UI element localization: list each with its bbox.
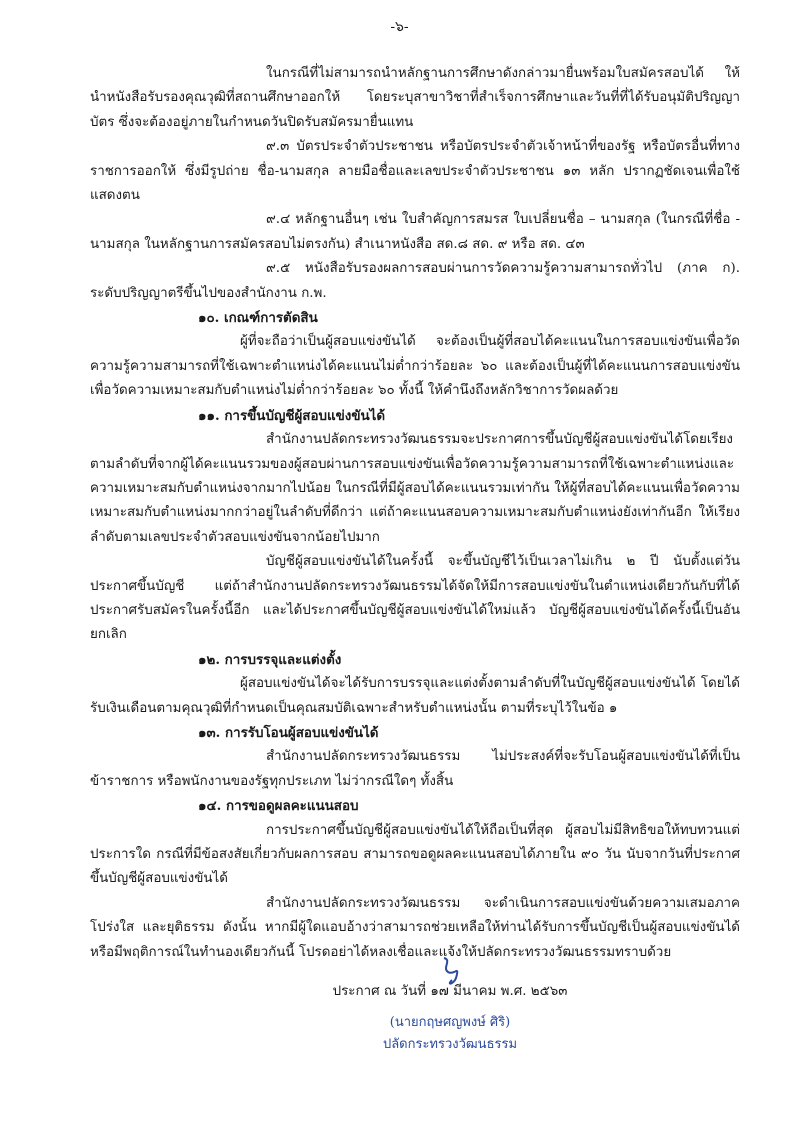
paragraph: การประกาศขึ้นบัญชีผู้สอบแข่งขันได้ให้ถือเป็นที่สุด ผู้สอบไม่มีสิทธิขอให้ทบทวนแต่ประการใด กรณีที่มีข้อสงสัยเกี่ยวกับผลการสอบ สามารถขอดูผลคะแนนสอบได้ภายใน ๙๐ วัน นับจากวันที่ประกาศขึ้นบัญชีผู้สอบแข่งขันได้ xyxy=(90,822,740,887)
signature-block xyxy=(300,950,600,1056)
paragraph: ๙.๔ หลักฐานอื่นๆ เช่น ใบสำคัญการสมรส ใบเปลี่ยนชื่อ – นามสกุล (ในกรณีที่ชื่อ - นามสกุล ในหลักฐานการสมัครสอบไม่ตรงกัน) สำเนาหนังสือ สด.๘ สด. ๙ หรือ สด. ๔๓ xyxy=(90,212,740,252)
document-body xyxy=(90,62,740,1005)
document-blocks xyxy=(90,62,740,965)
paragraph: ๙.๓ บัตรประจำตัวประชาชน หรือบัตรประจำตัวเจ้าหน้าที่ของรัฐ หรือบัตรอื่นที่ทางราชการออกให้ ซึ่งมีรูปถ่าย ชื่อ-นามสกุล ลายมือชื่อและเลขประจำตัวประชาชน ๑๓ หลัก ปรากฏชัดเจนเพื่อใช้แสดงตน xyxy=(90,139,740,204)
paragraph: ผู้ที่จะถือว่าเป็นผู้สอบแข่งขันได้ จะต้องเป็นผู้ที่สอบได้คะแนนในการสอบแข่งขันเพื่อวัดความรู้ความสามารถที่ใช้เฉพาะตำแหน่งได้คะแนนไม่ต่ำกว่าร้อยละ ๖๐ และต้องเป็นผู้ที่ได้คะแนนการสอบแข่งขันเพื่อวัดความเหมาะสมกับตำแหน่งไม่ต่ำกว่าร้อยละ ๖๐ ทั้งนี้ ให้คำนึงถึงหลักวิชาการวัดผลด้วย xyxy=(90,334,740,399)
signature-mark xyxy=(430,950,470,990)
paragraph: บัญชีผู้สอบแข่งขันได้ในครั้งนี้ จะขึ้นบัญชีไว้เป็นเวลาไม่เกิน ๒ ปี นับตั้งแต่วันประกาศขึ้นบัญชี แต่ถ้าสำนักงานปลัดกระทรวงวัฒนธรรมได้จัดให้มีการสอบแข่งขันในตำแหน่งเดียวกันกับที่ได้ประกาศรับสมัครในครั้งนี้อีก และได้ประกาศขึ้นบัญชีผู้สอบแข่งขันได้ใหม่แล้ว บัญชีผู้สอบแข่งขันได้ครั้งนี้เป็นอันยกเลิก xyxy=(90,554,740,643)
section-heading: ๑๐. เกณฑ์การตัดสิน xyxy=(198,310,318,327)
paragraph: สำนักงานปลัดกระทรวงวัฒนธรรมจะประกาศการขึ้นบัญชีผู้สอบแข่งขันได้โดยเรียงตามลำดับที่จากผู้ได้คะแนนรวมของผู้สอบผ่านการสอบแข่งขันเพื่อวัดความรู้ความสามารถที่ใช้เฉพาะตำแหน่งและความเหมาะสมกับตำแหน่งจากมากไปน้อย ในกรณีที่มีผู้สอบได้คะแนนรวมเท่ากัน ให้ผู้ที่สอบได้คะแนนเพื่อวัดความเหมาะสมกับตำแหน่งมากกว่าอยู่ในลำดับที่ดีกว่า แต่ถ้าคะแนนสอบความเหมาะสมกับตำแหน่งยังเท่ากันอีก ให้เรียงลำดับตามเลขประจำตัวสอบแข่งขันจากน้อยไปมาก xyxy=(90,432,740,545)
section-heading: ๑๒. การบรรจุและแต่งตั้ง xyxy=(198,651,342,668)
signer-title: ปลัดกระทรวงวัฒนธรรม xyxy=(382,1037,518,1052)
paragraph: สำนักงานปลัดกระทรวงวัฒนธรรม จะดำเนินการสอบแข่งขันด้วยความเสมอภาค โปร่งใส และยุติธรรม ดังนั้น หากมีผู้ใดแอบอ้างว่าสามารถช่วยเหลือให้ท่านได้รับการขึ้นบัญชีเป็นผู้สอบแข่งขันได้ หรือมีพฤติการณ์ในทำนองเดียวกันนี้ โปรดอย่าได้หลงเชื่อและแจ้งให้ปลัดกระทรวงวัฒนธรรมทราบด้วย xyxy=(90,895,740,960)
paragraph: ในกรณีที่ไม่สามารถนำหลักฐานการศึกษาดังกล่าวมายื่นพร้อมใบสมัครสอบได้ ให้นำหนังสือรับรองคุณวุฒิที่สถานศึกษาออกให้ โดยระบุสาขาวิชาที่สำเร็จการศึกษาและวันที่ที่ได้รับอนุมัติปริญญาบัตร ซึ่งจะต้องอยู่ภายในกำหนดวันปิดรับสมัครมายื่นแทน xyxy=(90,66,740,130)
section-heading: ๑๑. การขึ้นบัญชีผู้สอบแข่งขันได้ xyxy=(198,407,386,424)
section-heading: ๑๔. การขอดูผลคะแนนสอบ xyxy=(198,798,359,815)
page-number: -๖- xyxy=(390,19,409,35)
section-heading: ๑๓. การรับโอนผู้สอบแข่งขันได้ xyxy=(198,724,379,741)
paragraph: ๙.๕ หนังสือรับรองผลการสอบผ่านการวัดความรู้ความสามารถทั่วไป (ภาค ก). ระดับปริญญาตรีขึ้นไปของสำนักงาน ก.พ. xyxy=(90,261,740,301)
paragraph: ผู้สอบแข่งขันได้จะได้รับการบรรจุและแต่งตั้งตามลำดับที่ในบัญชีผู้สอบแข่งขันได้ โดยได้รับเงินเดือนตามคุณวุฒิที่กำหนดเป็นคุณสมบัติเฉพาะสำหรับตำแหน่งนั้น ตามที่ระบุไว้ในข้อ ๑ xyxy=(90,676,740,716)
signer-name: (นายกฤษศญพงษ์ ศิริ) xyxy=(389,1015,511,1030)
announcement-date-line: ประกาศ ณ วันที่ ๑๗ มีนาคม พ.ศ. ๒๕๖๓ xyxy=(332,984,568,1000)
paragraph: สำนักงานปลัดกระทรวงวัฒนธรรม ไม่ประสงค์ที่จะรับโอนผู้สอบแข่งขันได้ที่เป็นข้าราชการ หรือพนักงานของรัฐทุกประเภท ไม่ว่ากรณีใดๆ ทั้งสิ้น xyxy=(90,749,740,789)
